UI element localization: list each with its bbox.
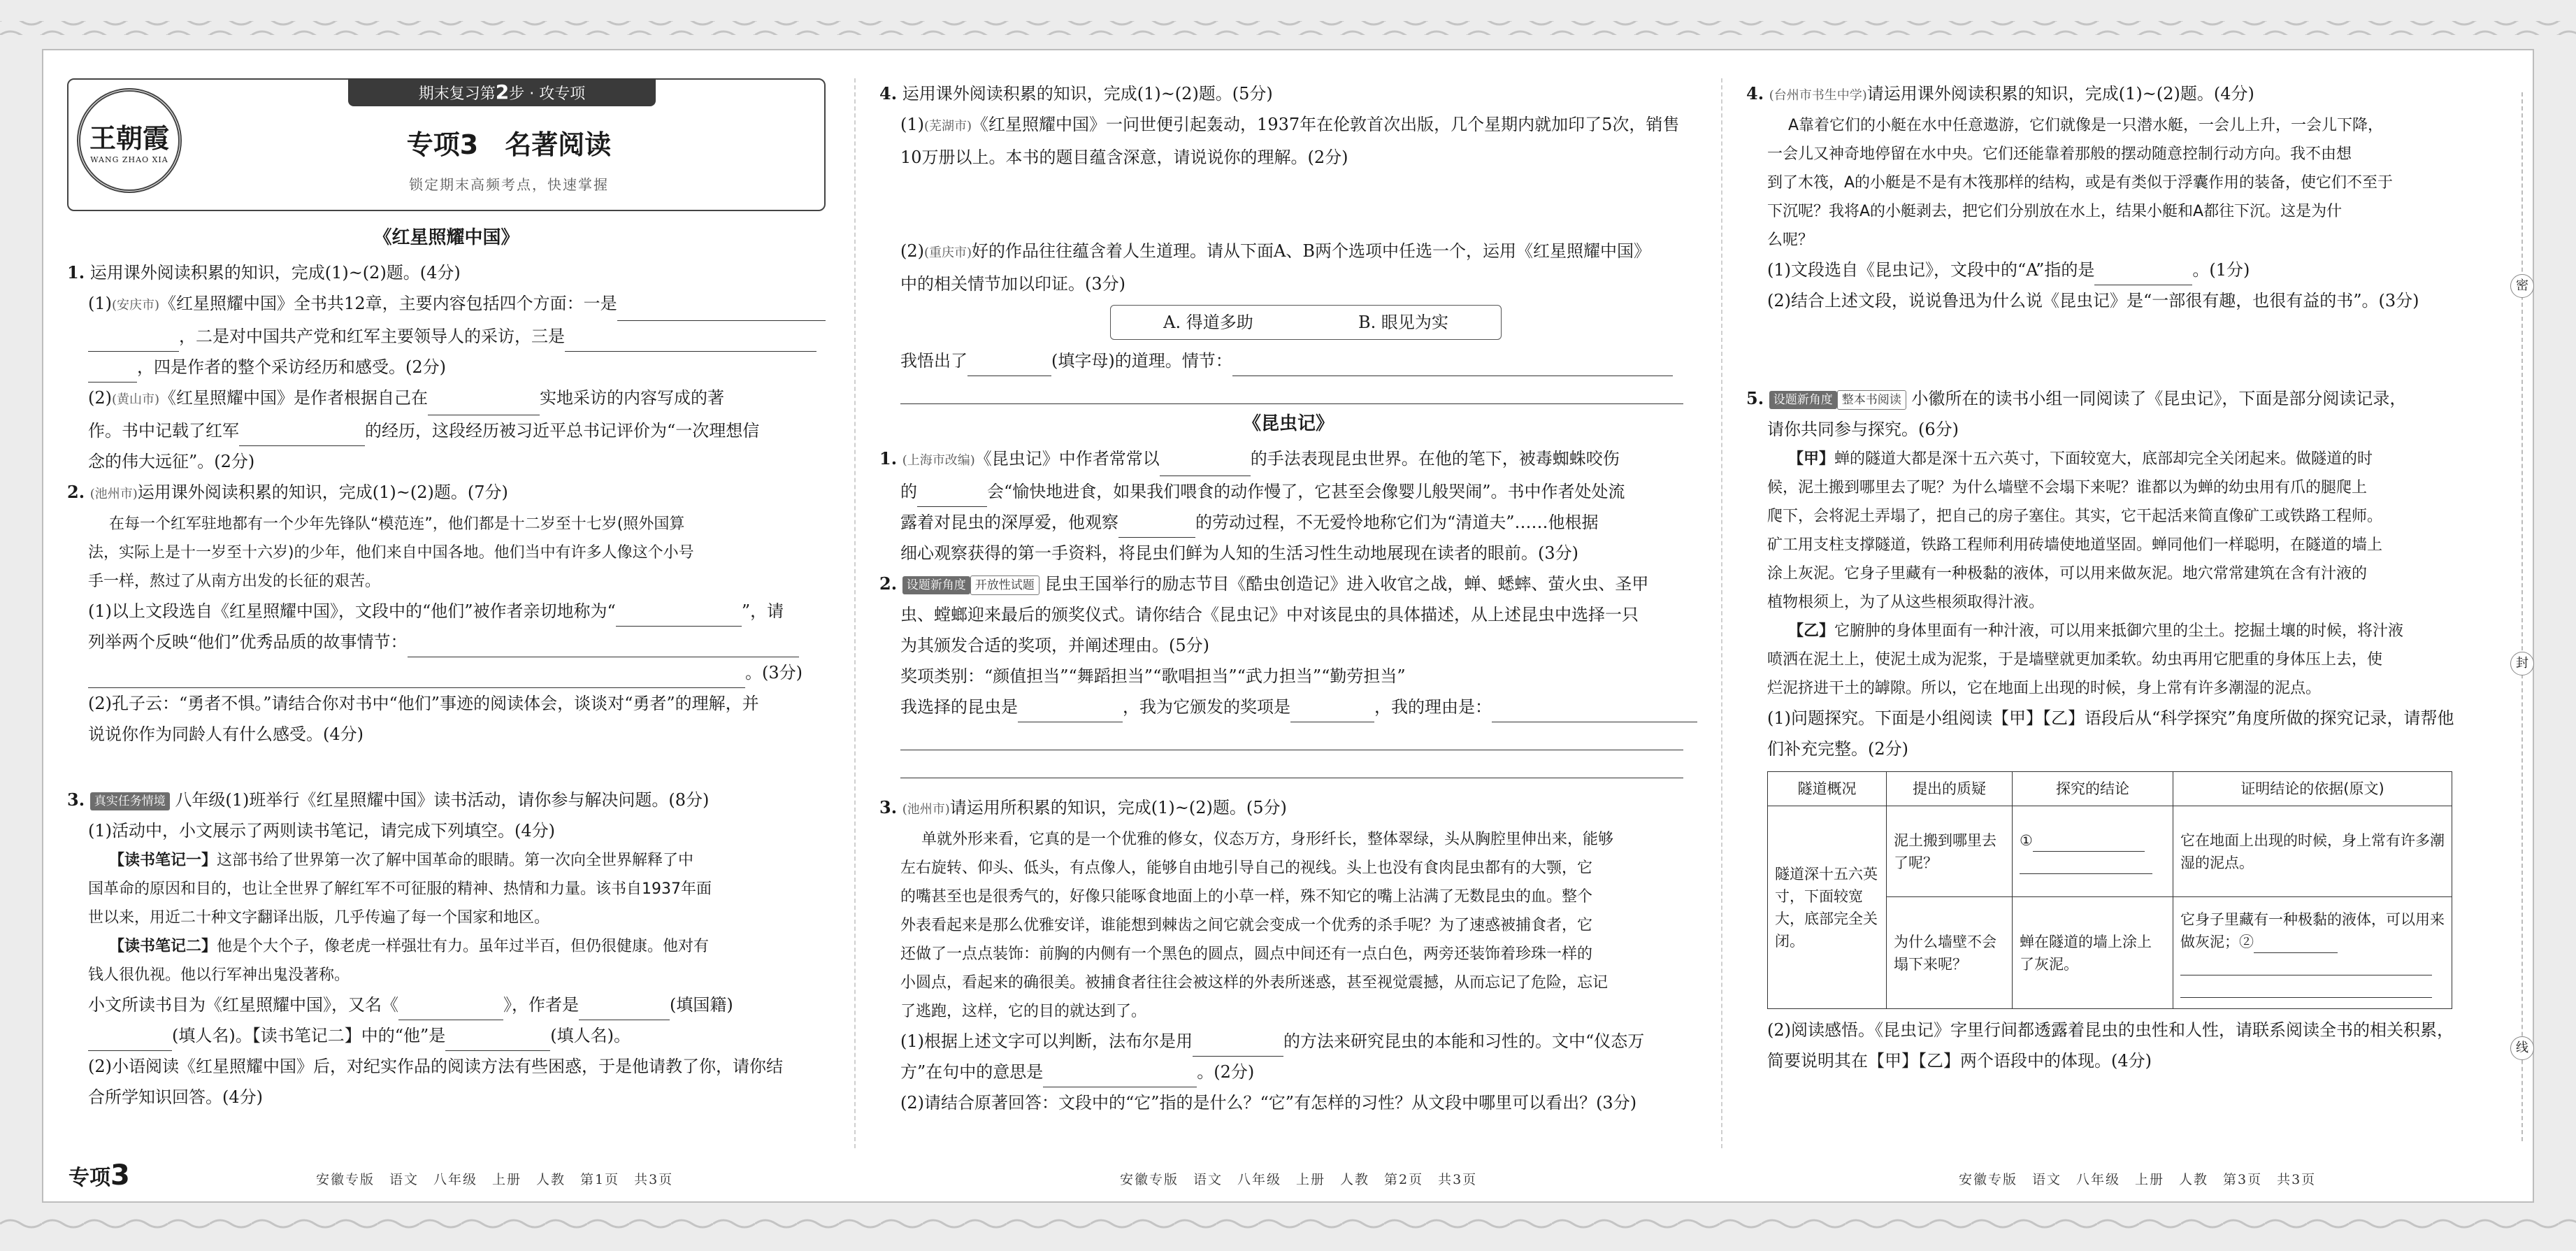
- column-divider: [854, 78, 856, 1148]
- task-tag: 真实任务情境: [90, 792, 170, 810]
- table-cell-overview: 隧道深十五六英寸，下面较宽大，底部完全关闭。: [1768, 806, 1887, 1009]
- table-cell-question: 泥土搬到哪里去了呢？: [1887, 806, 2013, 897]
- review-step-banner: 期末复习第2步 · 攻专项: [348, 78, 656, 106]
- answer-blank[interactable]: [917, 486, 987, 507]
- question-k1: 1. (上海市改编)《昆虫记》中作者常常以 的手法表现昆虫世界。在他的笔下，被毒蜘蛛咬伤: [879, 443, 1697, 476]
- answer-blank[interactable]: [1043, 1066, 1197, 1087]
- answer-blank[interactable]: [445, 1030, 550, 1051]
- answer-blank[interactable]: [1290, 701, 1374, 722]
- reading-note-1: 【读书笔记一】这部书给了世界第一次了解中国革命的眼睛。第一次向全世界解释了中: [109, 852, 694, 869]
- binding-line: [2516, 92, 2528, 1141]
- question-k3: 3. (池州市)请运用所积累的知识，完成(1)~(2)题。(5分): [879, 797, 1287, 817]
- passage-yi: 【乙】它腑肿的身体里面有一种汁液，可以用来抵御穴里的尘土。挖掘土壤的时候，将汁液: [1788, 622, 2404, 640]
- reading-passage: 单就外形来看，它真的是一个优雅的修女，仪态万方，身形纤长，整体翠绿，头从胸腔里伸出来，能够: [921, 831, 1614, 848]
- column-divider: [1721, 78, 1722, 1148]
- answer-blank[interactable]: [1018, 701, 1123, 722]
- publisher-logo: 王朝霞 WANG ZHAO XIA: [77, 88, 182, 193]
- page-1-column: 王朝霞 WANG ZHAO XIA 期末复习第2步 · 攻专项 专项3 名著阅读 锁定期末高频考点，快速掌握 《红星照耀中国》 1. 运用课外阅读积累的知识，完成(1)~(2)题。(4分) (1)(安庆市)《红星照耀中国》全书共12章，主要内容包括四个方面：一是 ，二是对中国共产党和红军主要领导人的采访，三是 ，四是作者的整个采访经历和感受。(2分) (2)(黄山市)《红星照耀中国》是作者根据自己在 实地采访的内容写成的著 作。书中记载了红军 的经历，这段经历被习近平总书记评价为“一次理想信 念的伟大远征”。(2分) 2. (池州市)运用课外阅读积累的知识，完成(1)~(2)题。(7分) 在每一个红军驻地都有一个少年先锋队“模范连”，他们都是十二岁至十七岁(照外国算 法，实际上是十一岁至十六岁)的少年，他们来自中国各地。他们当中有许多人像这个小号 手一样，熬过了从南方出发的长征的艰苦。 (1)以上文段选自《红星照耀中国》，文段中的“他们”被作者亲切地称为“ ”，请 列举两个反映“他们”优秀品质的故事情节： 。(3分) (2)孔子云：“勇者不惧。”请结合你对书中“他们”事迹的阅读体会，谈谈对“勇者”的理解，并 说说你作为同龄人有什么感受。(4分) 3. 真实任务情境 八年级(1)班举行《红星照耀中国》读书活动，请你参与解决问题。(8分) (1)活动中，小文展示了两则读书笔记，请完成下列填空。(4分) 【读书笔记一】这部书给了世界第一次了解中国革命的眼睛。第一次向全世界解释了中 国革命的原因和目的，也让全世界了解红军不可征服的精神、热情和力量。该书自1937年面 世以来，用近二十种文字翻译出版，几乎传遍了每一个国家和地区。 【读书笔记二】他是个大个子，像老虎一样强壮有力。虽年过半百，但仍很健康。他对有 钱人很仇视。他以行军神出鬼没著称。 小文所读书目为《红星照耀中国》，又名《 》，作者是 (填国籍) (填人名)。【读书笔记二】中的“他”是 (填人名)。 (2)小语阅读《红星照耀中国》后，对纪实作品的阅读方法有些困惑，于是他请教了你，请你结 合所学知识回答。(4分): [67, 78, 826, 1155]
- question-1: 1. 运用课外阅读积累的知识，完成(1)~(2)题。(4分): [67, 262, 461, 283]
- question-4: 4. 运用课外阅读积累的知识，完成(1)~(2)题。(5分): [879, 83, 1273, 103]
- answer-blank: [2254, 932, 2338, 953]
- answer-blank[interactable]: [1193, 1036, 1283, 1057]
- question-k5: 5. 设题新角度 整本书阅读 小徽所在的读书小组一同阅读了《昆虫记》，下面是部分阅读记录，: [1746, 388, 2407, 408]
- table-cell-question: 为什么墙壁不会塌下来呢？: [1887, 897, 2013, 1009]
- answer-blank[interactable]: [239, 425, 365, 446]
- answer-blank[interactable]: [398, 999, 503, 1020]
- answer-blank[interactable]: [88, 667, 745, 688]
- answer-blank: [2180, 977, 2432, 998]
- answer-blank[interactable]: [616, 606, 742, 627]
- answer-blank: [2020, 853, 2152, 874]
- passage-jia: 【甲】蝉的隧道大都是深十五六英寸，下面较宽大，底部却完全关闭起来。做隧道的时: [1788, 450, 2373, 468]
- exam-sheet: [42, 49, 2534, 1203]
- binding-mark: 线: [2510, 1036, 2534, 1060]
- answer-blank[interactable]: [579, 999, 670, 1020]
- section-title: 《昆虫记》: [1242, 413, 1334, 434]
- answer-blank[interactable]: [2094, 264, 2192, 285]
- answer-line[interactable]: [900, 750, 1683, 778]
- answer-blank[interactable]: [967, 355, 1051, 376]
- reading-note-2: 【读书笔记二】他是个大个子，像老虎一样强壮有力。虽年过半百，但仍很健康。他对有: [109, 938, 710, 955]
- page-subtitle: 锁定期末高频考点，快速掌握: [409, 176, 609, 193]
- option-a[interactable]: A. 得道多助: [1163, 313, 1253, 332]
- answer-blank[interactable]: [1118, 517, 1195, 538]
- section-title: 《红星照耀中国》: [373, 227, 519, 248]
- answer-line[interactable]: [900, 722, 1683, 750]
- answer-blank[interactable]: [88, 1030, 172, 1051]
- section-label: 专项3: [69, 1159, 130, 1192]
- answer-blank[interactable]: [617, 300, 826, 321]
- question-k2: 2. 设题新角度 开放性试题 昆虫王国举行的励志节目《酷虫创造记》进入收官之战，蝉、蟋蟀、萤火虫、圣甲: [879, 573, 1649, 594]
- page-title: 专项3 名著阅读: [406, 129, 612, 160]
- page-2-column: 4. 运用课外阅读积累的知识，完成(1)~(2)题。(5分) (1)(芜湖市)《红星照耀中国》一问世便引起轰动，1937年在伦敦首次出版，几个星期内就加印了5次，销售 10万册以上。本书的题目蕴含深意，请说说你的理解。(2分) (2)(重庆市)好的作品往往蕴含着人生道理。请从下面A、B两个选项中任选一个，运用《红星照耀中国》 中的相关情节加以印证。(3分) A. 得道多助 B. 眼见为实 我悟出了 (填字母)的道理。情节： 《昆虫记》 1. (上海市改编)《昆虫记》中作者常常以 的手法表现昆虫世界。在他的笔下，被毒蜘蛛咬伤 的 会“愉快地进食，如果我们喂食的动作慢了，它甚至会像婴儿般哭闹”。书中作者处处流 露着对昆虫的深厚爱，他观察 的劳动过程，不无爱怜地称它们为“清道夫”……他根据 细心观察获得的第一手资料，将昆虫们鲜为人知的生活习性生动地展现在读者的眼前。(3分) 2. 设题新角度 开放性试题 昆虫王国举行的励志节目《酷虫创造记》进入收官之战，蝉、蟋蟀、萤火虫、圣甲 虫、螳螂迎来最后的颁奖仪式。请你结合《昆虫记》中对该昆虫的具体描述，从上述昆虫中选择一只 为其颁发合适的奖项，并阐述理由。(5分) 奖项类别：“颜值担当”“舞蹈担当”“歌唱担当”“武力担当”“勤劳担当” 我选择的昆虫是 ，我为它颁发的奖项是 ，我的理由是： 3. (池州市)请运用所积累的知识，完成(1)~(2)题。(5分) 单就外形来看，它真的是一个优雅的修女，仪态万方，身形纤长，整体翠绿，头从胸腔里伸出来，能够 左右旋转、仰头、低头，有点像人，能够自由地引导自己的视线。头上也没有食肉昆虫都有的大颚，它 的嘴甚至也是很秀气的，好像只能啄食地面上的小草一样，殊不知它的嘴上沾满了无数昆虫的血。整个 外表看起来是那么优雅安详，谁能想到棘齿之间它就会变成一个优秀的杀手呢？为了速惑被捕食者，它 还做了一点点装饰：前胸的内侧有一个黑色的圆点，圆点中间还有一点白色，两旁还装饰着珍珠一样的 小圆点，看起来的确很美。被捕食者往往会被这样的外表所迷惑，甚至视觉震撼，从而忘记了危险，忘记 了逃跑，这样，它的目的就达到了。 (1)根据上述文字可以判断，法布尔是用 的方法来研究昆虫的本能和习性的。文中“仪态万 方”在句中的意思是 。(2分) (2)请结合原著回答：文段中的“它”指的是什么？“它”有怎样的习性？从文段中哪里可以看出？(3分): [879, 78, 1697, 1155]
- answer-blank[interactable]: [1232, 355, 1673, 376]
- table-cell-evidence[interactable]: 它身子里藏有一种极黏的液体，可以用来做灰泥；②: [2173, 897, 2452, 1009]
- table-cell-answer: 蝉在隧道的墙上涂上了灰泥。: [2013, 897, 2173, 1009]
- page-3-column: 4. (台州市书生中学)请运用课外阅读积累的知识，完成(1)~(2)题。(4分) A靠着它们的小艇在水中任意遨游，它们就像是一只潜水艇，一会儿上升，一会儿下降， 一会儿又神奇地停留在水中央。它们还能靠着那般的摆动随意控制行动方向。我不由想 到了木筏，A的小艇是不是有木筏那样的结构，或是有类似于浮囊作用的装备，使它们不至于 下沉呢？我将A的小艇剥去，把它们分别放在水上，结果小艇和A都往下沉。这是为什 么呢？ (1)文段选自《昆虫记》，文段中的“A”指的是 。(1分) (2)结合上述文段，说说鲁迅为什么说《昆虫记》是“一部很有趣，也很有益的书”。(3分) 5. 设题新角度 整本书阅读 小徽所在的读书小组一同阅读了《昆虫记》，下面是部分阅读记录， 请你共同参与探究。(6分) 【甲】蝉的隧道大都是深十五六英寸，下面较宽大，底部却完全关闭起来。做隧道的时 候，泥土搬到哪里去了呢？为什么墙壁不会塌下来呢？谁都以为蝉的幼虫用有爪的腿爬上 爬下，会将泥土弄塌了，把自己的房子塞住。其实，它干起活来简直像矿工或铁路工程师。 矿工用支柱支撑隧道，铁路工程师利用砖墙使地道坚固。蝉同他们一样聪明，在隧道的墙上 涂上灰泥。它身子里藏有一种极黏的液体，可以用来做灰泥。地穴常常建筑在含有汁液的 植物根须上，为了从这些根须取得汁液。 【乙】它腑肿的身体里面有一种汁液，可以用来抵御穴里的尘土。挖掘土壤的时候，将汁液 喷洒在泥土上，使泥土成为泥浆，于是墙壁就更加柔软。幼虫再用它肥重的身体压上去，使 烂泥挤进干土的罅隙。所以，它在地面上出现的时候，身上常有许多潮湿的泥点。 (1)问题探究。下面是小组阅读【甲】【乙】语段后从“科学探究”角度所做的探究记录，请帮他 们补充完整。(2分) 隧道概况 提出的质疑 探究的结论 证明结论的依据(原文) 隧道深十五六英寸，下面较宽大，底部完全关闭。 泥土搬到哪里去了呢？ ① 它在地面上出现的时候，身上常有许多潮湿的泥点。 为什么墙壁不会塌下来呢？ 蝉在隧道的墙上涂上了灰泥。 它身子里藏有一种极黏的液体，可以用来做灰泥；② (2)阅读感悟。《昆虫记》字里行间都透露着昆虫的虫性和人性，请联系阅读全书的相关积累， 简要说明其在【甲】【乙】两个语段中的体现。(4分): [1746, 78, 2466, 1155]
- answer-blank: [2180, 955, 2432, 975]
- table-cell-evidence: 它在地面上出现的时候，身上常有许多潮湿的泥点。: [2173, 806, 2452, 897]
- table-cell-answer[interactable]: ①: [2013, 806, 2173, 897]
- answer-blank: [2033, 831, 2145, 852]
- inquiry-record-table: 隧道概况 提出的质疑 探究的结论 证明结论的依据(原文) 隧道深十五六英寸，下面较宽大，底部完全关闭。 泥土搬到哪里去了呢？ ① 它在地面上出现的时候，身上常有许多潮湿的泥点。 为什么墙壁不会塌下来呢？ 蝉在隧道的墙上涂上了灰泥。 它身子里藏有一种极黏的液体，可以用来做灰泥；②: [1767, 771, 2452, 1009]
- answer-blank[interactable]: [565, 331, 816, 352]
- answer-blank[interactable]: [408, 636, 799, 657]
- binding-mark: 密: [2510, 274, 2534, 298]
- header-box: [67, 78, 826, 211]
- answer-blank[interactable]: [428, 394, 540, 415]
- page-footer-1: 安徽专版 语文 八年级 上册 人教 第1页 共3页: [316, 1172, 674, 1187]
- choice-options: [1110, 305, 1502, 340]
- page-footer-2: 安徽专版 语文 八年级 上册 人教 第2页 共3页: [1120, 1172, 1478, 1187]
- question-2: 2. (池州市)运用课外阅读积累的知识，完成(1)~(2)题。(7分): [67, 482, 508, 502]
- page-footer-3: 安徽专版 语文 八年级 上册 人教 第3页 共3页: [1959, 1172, 2317, 1187]
- question-3: 3. 真实任务情境 八年级(1)班举行《红星照耀中国》读书活动，请你参与解决问题。(8分): [67, 789, 710, 810]
- answer-blank[interactable]: [88, 331, 179, 352]
- question-k4: 4. (台州市书生中学)请运用课外阅读积累的知识，完成(1)~(2)题。(4分): [1746, 83, 2254, 103]
- reading-passage: 在每一个红军驻地都有一个少年先锋队“模范连”，他们都是十二岁至十七岁(照外国算: [109, 515, 685, 533]
- answer-blank[interactable]: [1492, 701, 1697, 722]
- answer-line[interactable]: [900, 376, 1683, 404]
- binding-mark: 封: [2510, 652, 2534, 675]
- option-b[interactable]: B. 眼见为实: [1358, 313, 1448, 332]
- answer-blank[interactable]: [88, 362, 137, 383]
- reading-passage: A靠着它们的小艇在水中任意遨游，它们就像是一只潜水艇，一会儿上升，一会儿下降，: [1788, 117, 2384, 134]
- answer-blank[interactable]: [1160, 455, 1251, 476]
